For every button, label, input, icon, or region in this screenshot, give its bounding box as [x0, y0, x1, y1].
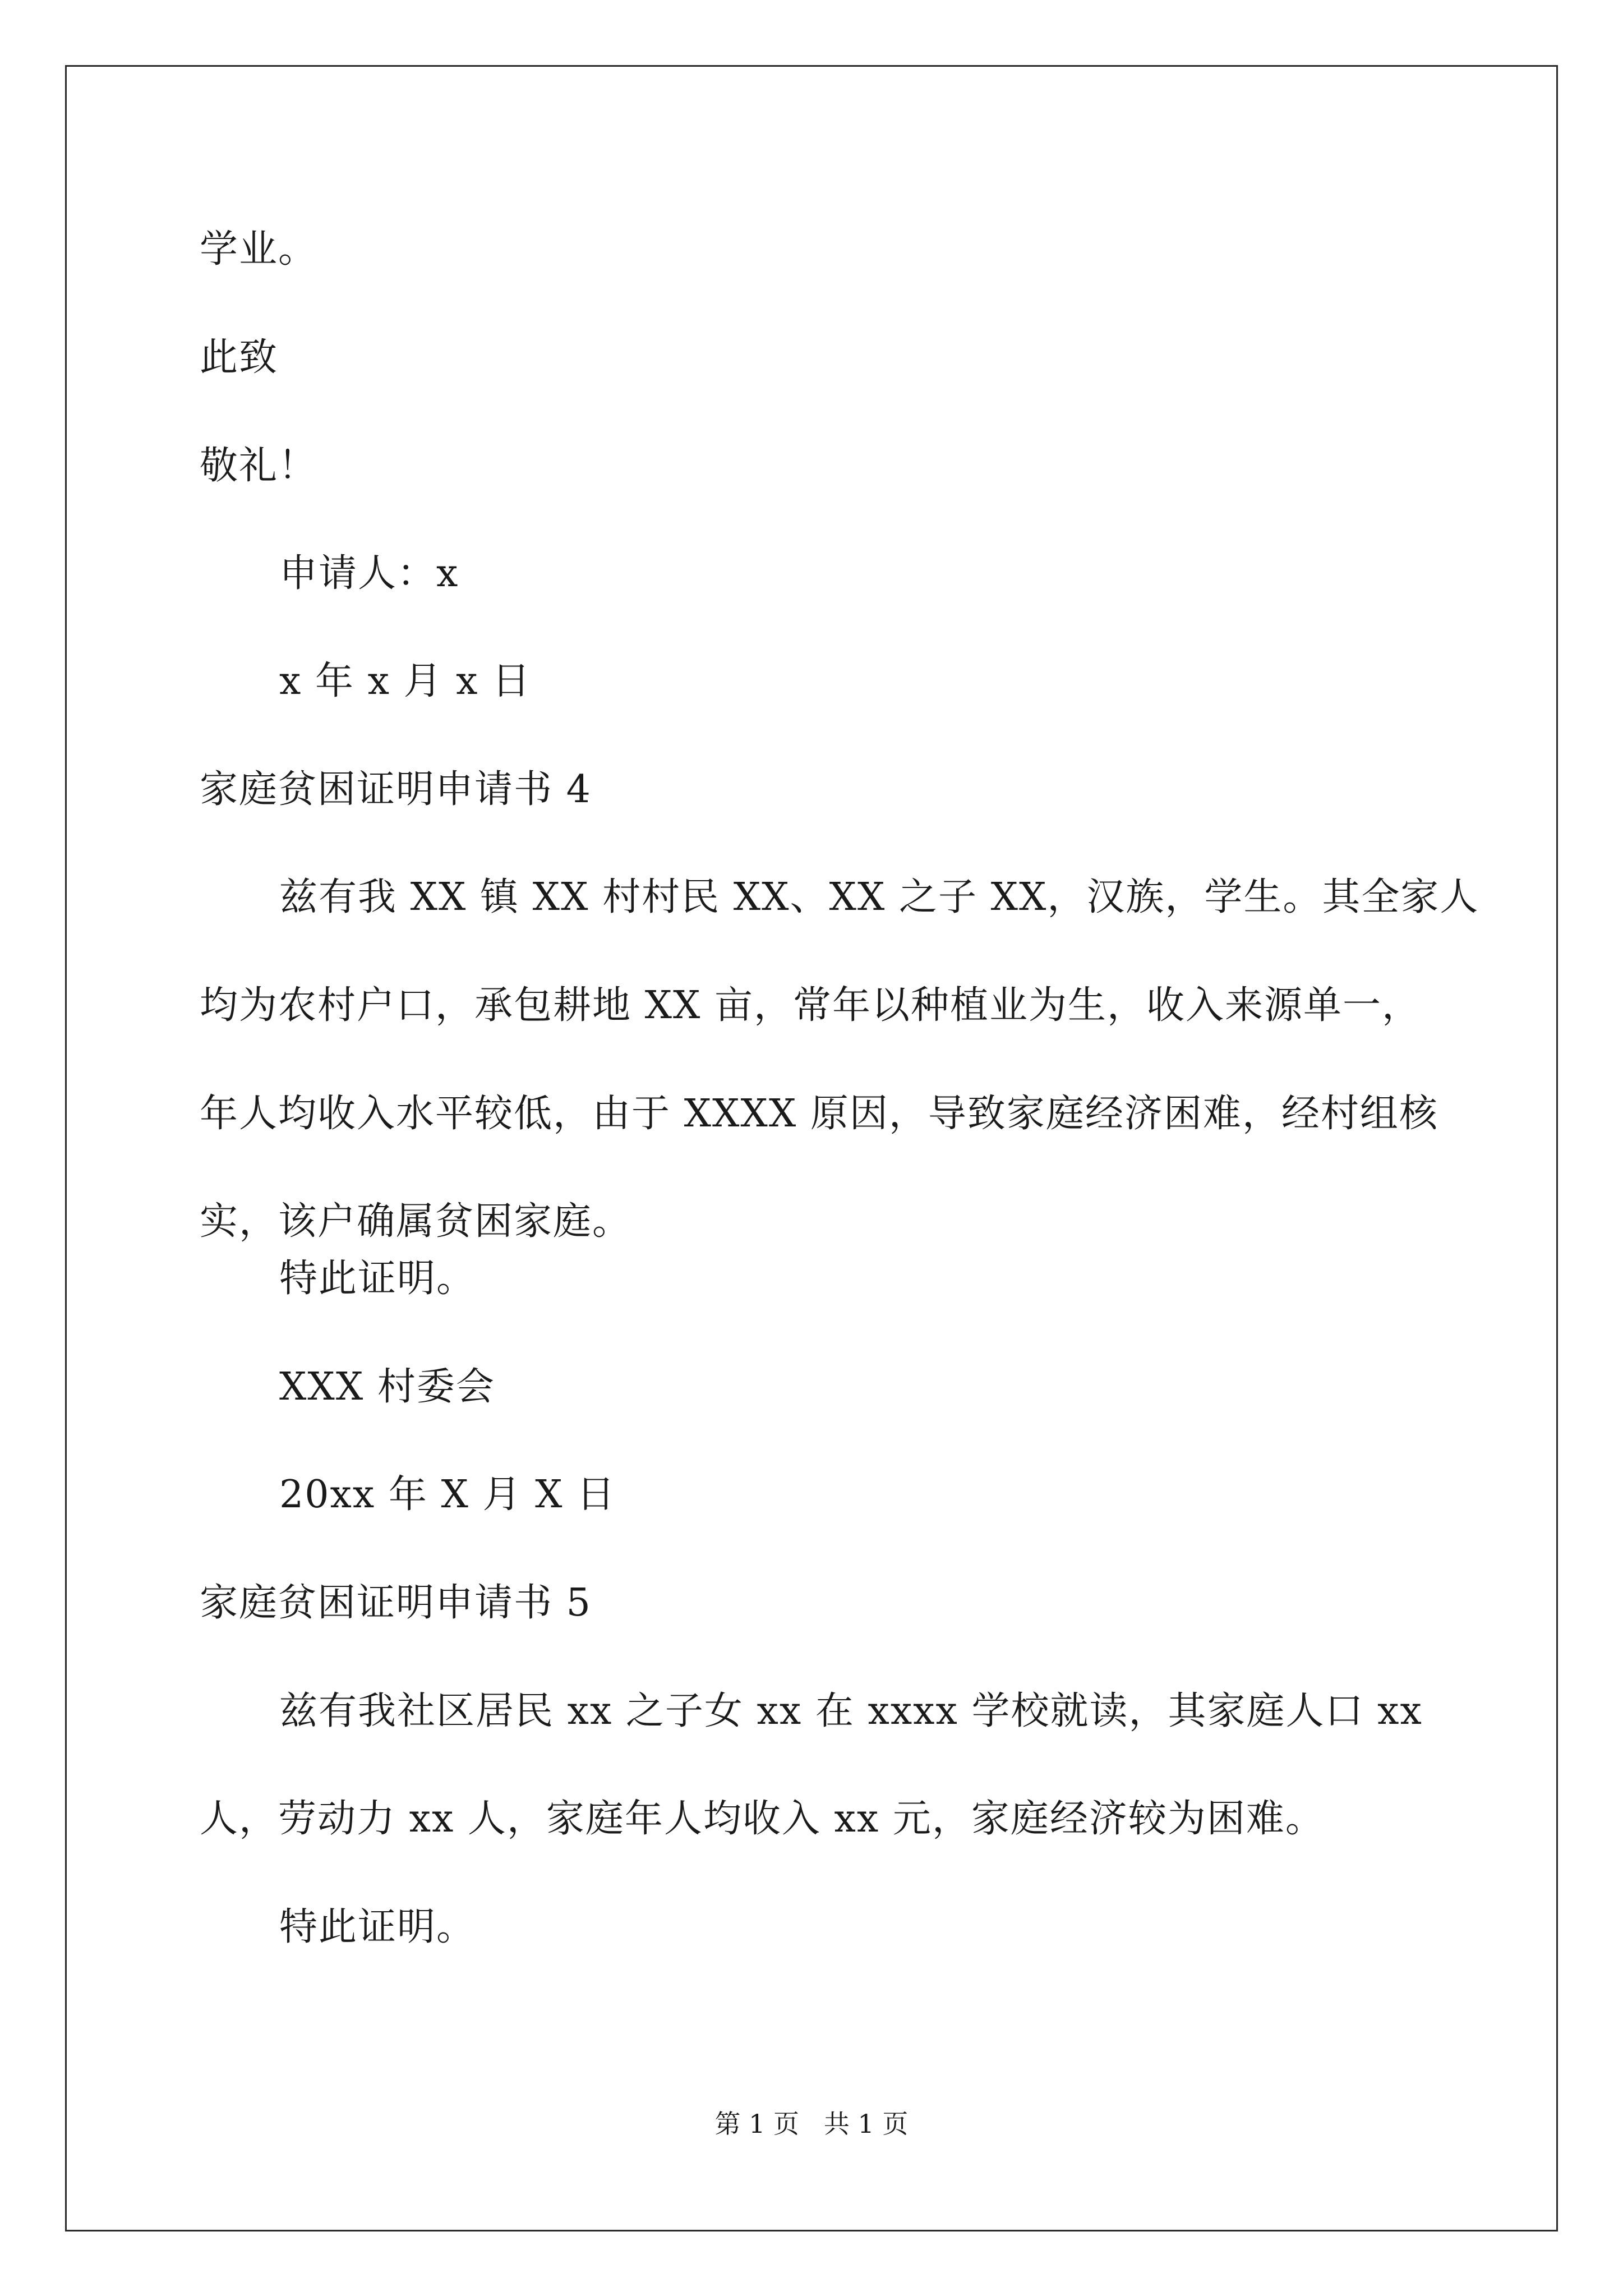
paragraph-line: 兹有我社区居民 xx 之子女 xx 在 xxxx 学校就读，其家庭人口 xx	[279, 1689, 1423, 1733]
date-line: x 年 x 月 x 日	[279, 659, 532, 703]
page-footer: 第 1 页 共 1 页	[714, 2109, 909, 2139]
closing-text-line: 学业。	[200, 227, 318, 272]
issuer-line: XXX 村委会	[279, 1365, 495, 1409]
certification-line: 特此证明。	[279, 1257, 476, 1301]
issue-date-line: 20xx 年 X 月 X 日	[279, 1473, 616, 1517]
paragraph-line: 年人均收入水平较低，由于 XXXX 原因，导致家庭经济困难，经村组核	[200, 1092, 1438, 1136]
section-title-5: 家庭贫困证明申请书 5	[200, 1581, 592, 1625]
certification-line: 特此证明。	[279, 1905, 476, 1949]
paragraph-line: 人，劳动力 xx 人，家庭年人均收入 xx 元，家庭经济较为困难。	[200, 1797, 1325, 1841]
paragraph-line: 均为农村户口，承包耕地 XX 亩，常年以种植业为生，收入来源单一，	[200, 983, 1422, 1028]
salutation-respect-line: 敬礼！	[200, 444, 318, 488]
salutation-line: 此致	[200, 335, 279, 380]
paragraph-line: 兹有我 XX 镇 XX 村村民 XX、XX 之子 XX，汉族，学生。其全家人	[279, 875, 1479, 919]
section-title-4: 家庭贫困证明申请书 4	[200, 767, 592, 812]
applicant-line: 申请人：x	[279, 551, 459, 596]
paragraph-line: 实，该户确属贫困家庭。	[200, 1199, 632, 1244]
